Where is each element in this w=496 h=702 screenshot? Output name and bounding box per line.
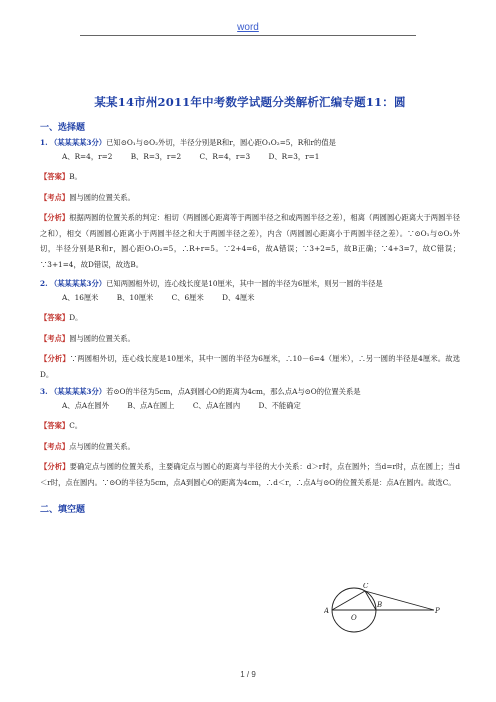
question-1-point: [40, 190, 460, 206]
analysis-tag: 【分析】: [40, 354, 70, 363]
section-heading-choice: 一、选择题: [40, 123, 86, 133]
question-1-option-b: B、R=3，r=2: [130, 152, 182, 161]
analysis-value: 根据两圆的位置关系的判定：相切（两圆圆心距离等于两圆半径之和或两圆半径之差），相离（两圆圆心距离大于两圆半径之和），相交（两圆圆心距离小于两圆半径之和大于两圆半径之差），内含（两圆圆心距离小于两圆半径之差）。∵⊙O₁与⊙O₂外切，半径分别是R和r，圆心距O₁O₂=5，∴R+r=5。∵2+4=6，故A错误；∵3+2=5，故B正确；∵4+3=7，故C错误；∵3+1=4，故D错误，故选B。: [40, 213, 460, 269]
question-2-text: 已知两圆相外切，连心线长度是10厘米，其中一圆的半径为6厘米，则另一圆的半径是: [106, 279, 383, 288]
question-1-options: [40, 150, 460, 164]
question-2-option-d: D、4厘米: [222, 293, 255, 302]
point-tag: 【考点】: [40, 192, 70, 202]
section-heading-fill: 二、填空题: [40, 505, 86, 515]
question-3-option-d: D、不能确定: [258, 401, 301, 410]
question-3-option-c: C、点A在圆内: [192, 401, 241, 410]
question-3-stem: [40, 384, 460, 399]
header-rule: [80, 35, 416, 36]
label-p: P: [435, 607, 440, 615]
geometry-figure: [324, 583, 444, 633]
question-1-text: 已知⊙O₁与⊙O₂外切，半径分别是R和r，圆心距O₁O₂=5，R和r的值是: [106, 138, 336, 147]
point-value: 点与圆的位置关系。: [69, 441, 135, 451]
question-1-option-a: A、R=4，r=2: [62, 152, 113, 161]
label-a: A: [324, 607, 330, 615]
point-tag: 【考点】: [40, 333, 70, 343]
question-1-answer: [40, 169, 460, 185]
question-2-option-a: A、16厘米: [62, 293, 99, 302]
answer-value: C。: [69, 421, 83, 430]
question-3-answer: [40, 418, 460, 434]
question-2-number: 2.: [40, 279, 48, 288]
label-c: C: [363, 583, 369, 590]
question-2-analysis: [40, 351, 460, 382]
question-3-point: [40, 439, 460, 455]
question-1-source: （某某某某3分）: [49, 138, 107, 147]
question-1-analysis: [40, 210, 460, 272]
page-title: 某某14市州2011年中考数学试题分类解析汇编专题11：圆: [94, 95, 406, 109]
answer-value: D。: [69, 313, 83, 322]
label-b: B: [377, 601, 383, 609]
point-value: 圆与圆的位置关系。: [69, 333, 135, 343]
point-tag: 【考点】: [40, 441, 70, 451]
analysis-value: 要确定点与圆的位置关系，主要确定点与圆心的距离与半径的大小关系：d＞r时，点在圆外；当d=r时，点在圆上；当d＜r时，点在圆内。∵⊙O的半径为5cm，点A到圆心O的距离为4cm，∴d＜r，∴点A与⊙O的位置关系是：点A在圆内。故选C。: [40, 462, 461, 487]
answer-tag: 【答案】: [40, 313, 70, 322]
question-1-option-c: C、R=4，r=3: [199, 152, 251, 161]
analysis-tag: 【分析】: [40, 462, 70, 471]
line-c-p: [365, 591, 434, 610]
answer-value: B。: [69, 172, 82, 181]
question-1-number: 1.: [40, 138, 48, 147]
question-1-option-d: D、R=3，r=1: [268, 152, 320, 161]
header-link[interactable]: word: [237, 22, 259, 33]
point-value: 圆与圆的位置关系。: [69, 192, 135, 202]
question-2-option-c: C、6厘米: [171, 293, 204, 302]
question-2-source: （某某某某3分）: [49, 279, 107, 288]
question-3-option-b: B、点A在圆上: [127, 401, 175, 410]
label-o: O: [351, 614, 357, 622]
question-3-number: 3.: [40, 387, 48, 396]
question-3-option-a: A、点A在圆外: [62, 401, 110, 410]
question-3-analysis: [40, 459, 460, 490]
question-1-stem: [40, 135, 460, 150]
page-number: 1 / 9: [240, 670, 256, 679]
line-a-c: [332, 591, 365, 610]
question-2-stem: [40, 276, 460, 291]
question-3-options: [40, 399, 460, 413]
analysis-tag: 【分析】: [40, 213, 70, 222]
question-3-source: （某某某某3分）: [49, 387, 107, 396]
document-body: [40, 46, 460, 515]
question-2-options: [40, 291, 460, 305]
question-3-text: 若⊙O的半径为5cm，点A到圆心O的距离为4cm，那么点A与⊙O的位置关系是: [106, 387, 361, 396]
question-2-point: [40, 331, 460, 347]
answer-tag: 【答案】: [40, 421, 70, 430]
question-2-option-b: B、10厘米: [116, 293, 154, 302]
question-2-answer: [40, 310, 460, 326]
answer-tag: 【答案】: [40, 172, 70, 181]
analysis-value: ∵两圆相外切，连心线长度是10厘米，其中一圆的半径为6厘米，∴10－6=4（厘米），∴另一圆的半径是4厘米。故选D。: [40, 354, 460, 379]
